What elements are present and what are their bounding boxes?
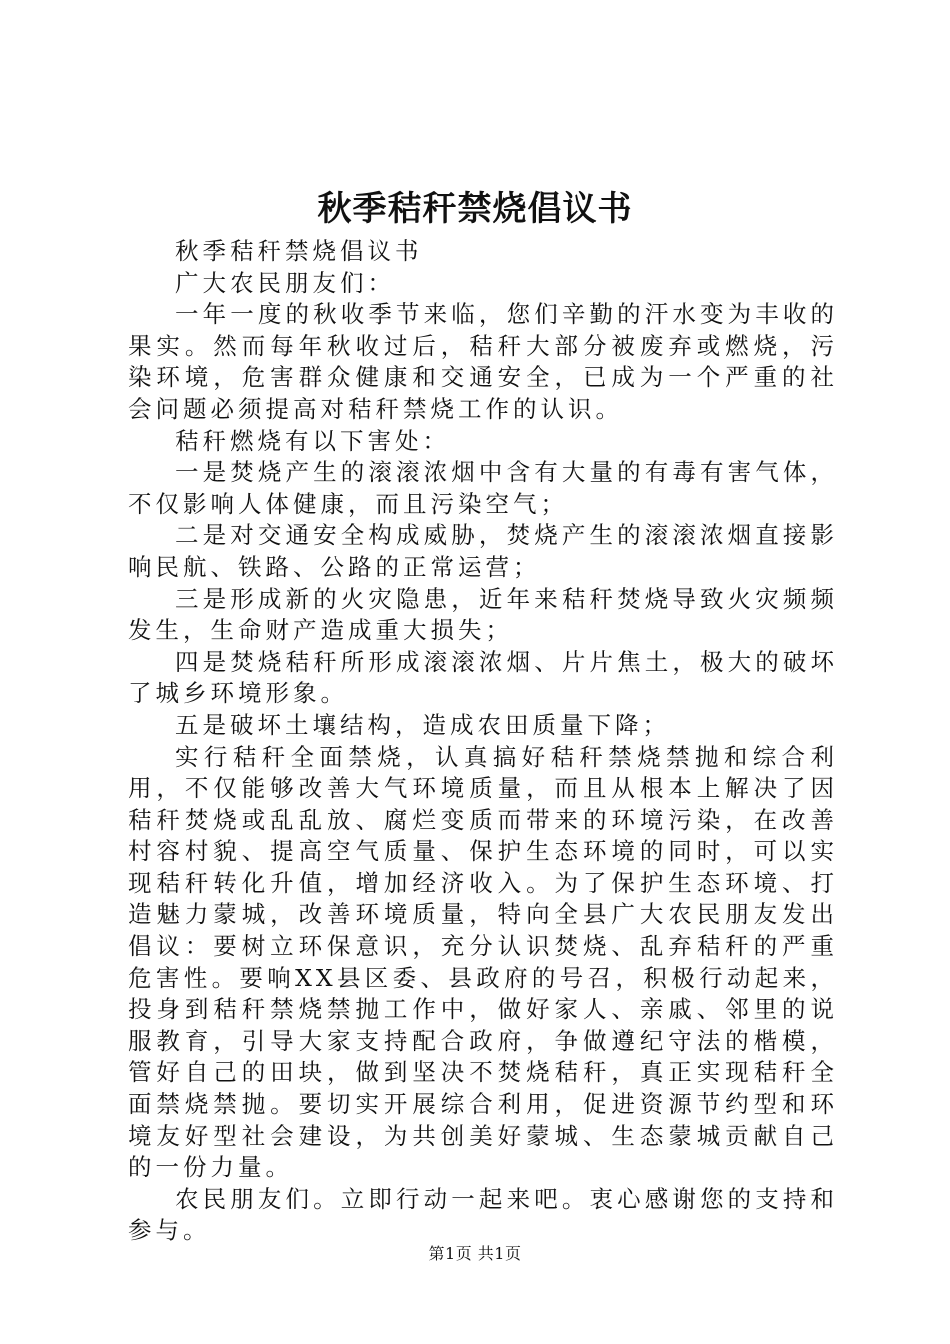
paragraph-harms-heading: 秸秆燃烧有以下害处： [175, 426, 450, 455]
paragraph-intro: 一年一度的秋收季节来临，您们辛勤的汗水变为丰收的果实。然而每年秋收过后，秸秆大部分被废弃或燃烧，污染环境，危害群众健康和交通安全，已成为一个严重的社会问题必须提高对秸秆禁烧工作的认识。 [128, 300, 838, 423]
page-footer: 第1页 共1页 [428, 1244, 522, 1263]
paragraph-subtitle: 秋季秸秆禁烧倡议书 [175, 237, 423, 265]
paragraph-salutation: 广大农民朋友们： [175, 268, 395, 297]
paragraph-harm-5: 五是破坏土壤结构，造成农田质量下降； [175, 710, 670, 739]
paragraph-harm-3: 三是形成新的火灾隐患，近年来秸秆焚烧导致火灾频频发生，生命财产造成重大损失； [128, 584, 838, 645]
document-body [128, 236, 838, 1247]
paragraph-closing: 农民朋友们。立即行动一起来吧。衷心感谢您的支持和参与。 [128, 1184, 838, 1245]
paragraph-harm-1: 一是焚烧产生的滚滚浓烟中含有大量的有毒有害气体，不仅影响人体健康，而且污染空气； [128, 458, 838, 518]
paragraph-harm-4: 四是焚烧秸秆所形成滚滚浓烟、片片焦土，极大的破坏了城乡环境形象。 [128, 647, 838, 708]
paragraph-proposal: 实行秸秆全面禁烧，认真搞好秸秆禁烧禁抛和综合利用，不仅能够改善大气环境质量，而且从根本上解决了因秸秆焚烧或乱乱放、腐烂变质而带来的环境污染，在改善村容村貌、提高空气质量、保护生态环境的同时，可以实现秸秆转化升值，增加经济收入。为了保护生态环境、打造魅力蒙城，改善环境质量，特向全县广大农民朋友发出倡议：要树立环保意识，充分认识焚烧、乱弃秸秆的严重危害性。要响XX县区委、县政府的号召，积极行动起来，投身到秸秆禁烧禁抛工作中，做好家人、亲戚、邻里的说服教育，引导大家支持配合政府，争做遵纪守法的楷模，管好自己的田块，做到坚决不焚烧秸秆，真正实现秸秆全面禁烧禁抛。要切实开展综合利用，促进资源节约型和环境友好型社会建设，为共创美好蒙城、生态蒙城贡献自己的一份力量。 [128, 742, 838, 1182]
paragraph-harm-2: 二是对交通安全构成威胁，焚烧产生的滚滚浓烟直接影响民航、铁路、公路的正常运营； [128, 521, 838, 581]
document-title: 秋季秸秆禁烧倡议书 [317, 189, 633, 229]
